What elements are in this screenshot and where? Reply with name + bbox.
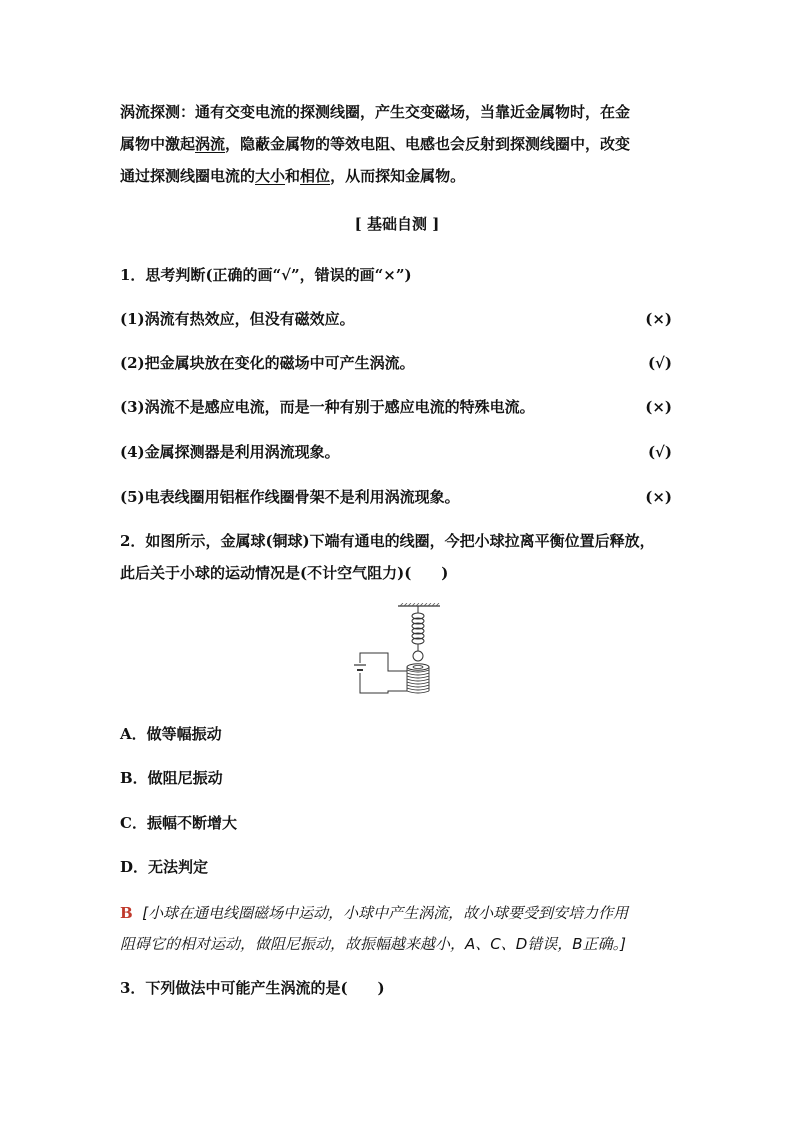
question-3-title: 3．下列做法中可能产生涡流的是( ) bbox=[120, 979, 385, 997]
judgement-mark-5: (×) bbox=[645, 488, 672, 506]
underlined-term: 大小 bbox=[255, 167, 286, 185]
question-2-line-2: 此后关于小球的运动情况是(不计空气阻力)( ) bbox=[120, 564, 449, 582]
intro-line-1: 涡流探测：通有交变电流的探测线圈，产生交变磁场，当靠近金属物时，在金 bbox=[120, 103, 631, 121]
judgement-item-1: (1)涡流有热效应，但没有磁效应。 bbox=[120, 310, 355, 328]
spring-coil-diagram bbox=[348, 603, 448, 703]
intro-line-2: 属物中激起涡流，隐蔽金属物的等效电阻、电感也会反射到探测线圈中，改变 bbox=[120, 135, 631, 153]
judgement-item-4: (4)金属探测器是利用涡流现象。 bbox=[120, 443, 340, 461]
judgement-item-5: (5)电表线圈用铝框作线圈骨架不是利用涡流现象。 bbox=[120, 488, 460, 506]
judgement-mark-3: (×) bbox=[645, 398, 672, 416]
judgement-item-2: (2)把金属块放在变化的磁场中可产生涡流。 bbox=[120, 354, 415, 372]
underlined-term: 相位 bbox=[300, 167, 331, 185]
option-a: A．做等幅振动 bbox=[120, 725, 222, 743]
answer-line-2: 阻碍它的相对运动，做阻尼振动，故振幅越来越小，A、C、D错误，B正确。] bbox=[120, 935, 626, 953]
answer-letter: B bbox=[120, 904, 133, 922]
question-1-title: 1．思考判断(正确的画“√”，错误的画“×”) bbox=[120, 266, 412, 284]
section-title: [ 基础自测 ] bbox=[354, 215, 440, 233]
intro-line-3: 通过探测线圈电流的大小和相位，从而探知金属物。 bbox=[120, 167, 466, 185]
underlined-term: 涡流 bbox=[195, 135, 226, 153]
judgement-item-3: (3)涡流不是感应电流，而是一种有别于感应电流的特殊电流。 bbox=[120, 398, 535, 416]
judgement-mark-4: (√) bbox=[647, 443, 672, 461]
option-b: B．做阻尼振动 bbox=[120, 769, 223, 787]
option-c: C．振幅不断增大 bbox=[120, 814, 237, 832]
judgement-mark-1: (×) bbox=[645, 310, 672, 328]
answer-line-1: B [小球在通电线圈磁场中运动，小球中产生涡流，故小球要受到安培力作用 bbox=[120, 904, 629, 922]
judgement-mark-2: (√) bbox=[647, 354, 672, 372]
question-2-line-1: 2．如图所示，金属球(铜球)下端有通电的线圈，今把小球拉离平衡位置后释放， bbox=[120, 532, 655, 550]
option-d: D．无法判定 bbox=[120, 858, 209, 876]
